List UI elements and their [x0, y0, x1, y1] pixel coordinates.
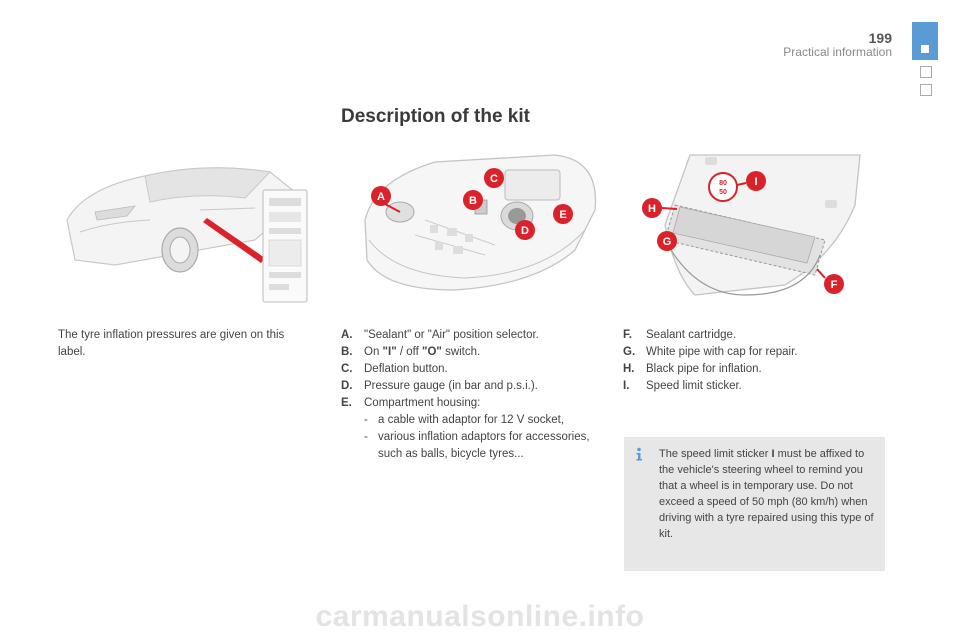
list-item-i: I. Speed limit sticker. [623, 380, 742, 392]
chapter-tab [912, 22, 938, 60]
info-icon [632, 447, 646, 461]
sticker-speed-bottom: 50 [719, 189, 727, 196]
chapter-marker-2 [920, 84, 932, 96]
svg-text:C: C [490, 173, 498, 185]
list-item-c [341, 361, 611, 378]
list-item-f: F. Sealant cartridge. [623, 329, 737, 341]
section-title: Practical information [783, 45, 892, 59]
callout-g [657, 231, 677, 251]
page-number: 199 [868, 30, 892, 46]
kit-illustration [355, 150, 605, 300]
svg-text:B: B [469, 195, 477, 207]
cartridge-parts-list [623, 327, 883, 395]
svg-text:G: G [662, 236, 672, 248]
list-item-a [341, 327, 611, 344]
svg-text:E: E [559, 209, 567, 221]
svg-text:D: D [521, 225, 529, 237]
svg-text:A: A [377, 191, 385, 203]
label-caption: The tyre inflation pressures are given on this label. [58, 329, 285, 358]
list-item-g: G. White pipe with cap for repair. [623, 346, 798, 358]
list-text: Deflation button. [364, 363, 448, 375]
list-item-b [341, 344, 611, 361]
chapter-tab-square [921, 45, 929, 53]
car-illustration [55, 150, 320, 310]
info-note [624, 437, 885, 571]
kit-parts-list [341, 327, 611, 463]
svg-text:H: H [648, 203, 656, 215]
list-key: B. [341, 346, 353, 358]
list-item-h: H. Black pipe for inflation. [623, 363, 762, 375]
sub-item: - a cable with adaptor for 12 V socket, [364, 414, 565, 426]
list-text: Pressure gauge (in bar and p.s.i.). [364, 380, 538, 392]
watermark: carmanualsonline.info [315, 600, 645, 633]
list-item-d [341, 378, 611, 395]
sub-item: - various inflation adaptors for accessories, such as balls, bicycle tyres... [364, 431, 590, 460]
cartridge-illustration [635, 145, 865, 305]
list-key: C. [341, 363, 353, 375]
list-item-e [341, 395, 611, 412]
list-text: Compartment housing: [364, 397, 481, 409]
callout-c [484, 168, 504, 188]
info-note-text: The speed limit sticker I must be affixed to the vehicle's steering wheel to remind you that a wheel is in temporary use. Do not exceed a speed of 50 mph (80 km/h) when driving with a tyre repaired using this type of kit. [659, 448, 874, 540]
callout-b [463, 190, 483, 210]
page-title: Description of the kit [341, 106, 530, 127]
callout-d [515, 220, 535, 240]
chapter-marker-1 [920, 66, 932, 78]
list-key: A. [341, 329, 353, 341]
svg-text:F: F [830, 279, 838, 291]
list-text: On "I" / off "O" switch. [364, 346, 481, 358]
callout-e [553, 204, 573, 224]
sticker-speed-top: 80 [719, 180, 727, 187]
list-key: E. [341, 397, 352, 409]
callout-f [817, 269, 844, 294]
svg-text:I: I [754, 176, 758, 188]
list-text: "Sealant" or "Air" position selector. [364, 329, 539, 341]
list-key: D. [341, 380, 353, 392]
